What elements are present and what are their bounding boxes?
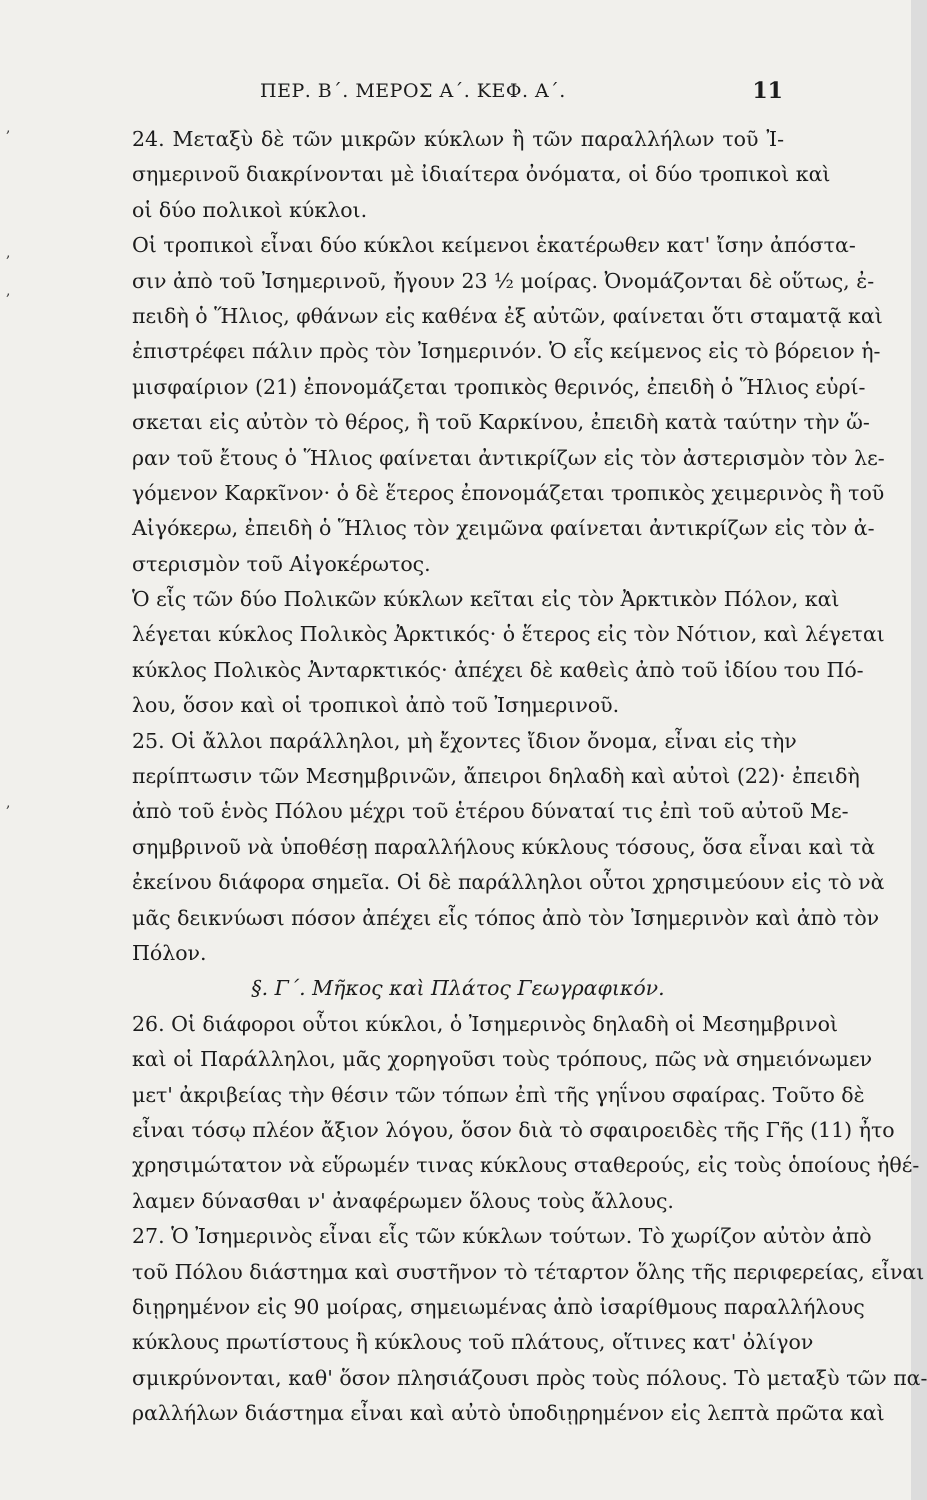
text-line: σημβρινοῦ νὰ ὑποθέσῃ παραλλήλους κύκλους τόσους, ὅσα εἶναι καὶ τὰ: [132, 834, 875, 859]
section-heading: §. Γ΄. Μῆκος καὶ Πλάτος Γεωγραφικόν.: [251, 976, 665, 1001]
text-line: 24. Μεταξὺ δὲ τῶν μικρῶν κύκλων ἢ τῶν παραλλήλων τοῦ Ἰ-: [132, 127, 784, 151]
margin-mark: ,: [6, 283, 11, 299]
text-line: περίπτωσιν τῶν Μεσημβρινῶν, ἄπειροι δηλαδὴ καὶ αὐτοὶ (22)· ἐπειδὴ: [132, 764, 860, 789]
text-line: Ὁ εἷς τῶν δύο Πολικῶν κύκλων κεῖται εἰς τὸν Ἀρκτικὸν Πόλον, καὶ: [132, 587, 840, 612]
page-number: 11: [752, 78, 783, 104]
text-line: λαμεν δύνασθαι ν' ἀναφέρωμεν ὅλους τοὺς ἄλλους.: [132, 1188, 674, 1213]
text-line: κύκλους πρωτίστους ἢ κύκλους τοῦ πλάτους, οἵτινες κατ' ὀλίγον: [132, 1330, 814, 1355]
text-line: σημερινοῦ διακρίνονται μὲ ἰδιαίτερα ὀνόματα, οἱ δύο τροπικοὶ καὶ: [132, 162, 831, 187]
text-line: μισφαίριον (21) ἐπονομάζεται τροπικὸς θερινός, ἐπειδὴ ὁ Ἥλιος εὑρί-: [132, 374, 866, 399]
text-line: διῃρημένον εἰς 90 μοίρας, σημειωμένας ἀπὸ ἰσαρίθμους παραλλήλους: [132, 1294, 865, 1319]
text-line: ραν τοῦ ἔτους ὁ Ἥλιος φαίνεται ἀντικρίζων εἰς τὸν ἀστερισμὸν τὸν λε-: [132, 445, 885, 470]
text-line: σκεται εἰς αὐτὸν τὸ θέρος, ἢ τοῦ Καρκίνου, ἐπειδὴ κατὰ ταύτην τὴν ὥ-: [132, 410, 870, 435]
page-header: [130, 80, 783, 110]
text-line: πειδὴ ὁ Ἥλιος, φθάνων εἰς καθένα ἐξ αὐτῶν, φαίνεται ὅτι σταματᾷ καὶ: [132, 303, 883, 328]
text-line: μᾶς δεικνύωσι πόσον ἀπέχει εἷς τόπος ἀπὸ τὸν Ἰσημερινὸν καὶ ἀπὸ τὸν: [132, 905, 880, 930]
text-line: ἐκείνου διάφορα σημεῖα. Οἱ δὲ παράλληλοι οὗτοι χρησιμεύουν εἰς τὸ νὰ: [132, 870, 885, 895]
text-line: γόμενον Καρκῖνον· ὁ δὲ ἕτερος ἐπονομάζεται τροπικὸς χειμερινὸς ἢ τοῦ: [132, 480, 885, 505]
text-line: χρησιμώτατον νὰ εὕρωμέν τινας κύκλους σταθερούς, εἰς τοὺς ὁποίους ἠθέ-: [132, 1153, 920, 1178]
text-line: λέγεται κύκλος Πολικὸς Ἀρκτικός· ὁ ἕτερος εἰς τὸν Νότιον, καὶ λέγεται: [132, 622, 885, 647]
text-line: 26. Οἱ διάφοροι οὗτοι κύκλοι, ὁ Ἰσημερινὸς δηλαδὴ οἱ Μεσημβρινοὶ: [132, 1011, 839, 1036]
margin-mark: ,: [6, 795, 11, 811]
text-line: σιν ἀπὸ τοῦ Ἰσημερινοῦ, ἤγουν 23 ½ μοίρας. Ὀνομάζονται δὲ οὕτως, ἐ-: [132, 268, 875, 293]
text-line: εἶναι τόσῳ πλέον ἄξιον λόγου, ὅσον διὰ τὸ σφαιροειδὲς τῆς Γῆς (11) ἦτο: [132, 1117, 895, 1142]
text-line: Οἱ τροπικοὶ εἶναι δύο κύκλοι κείμενοι ἑκατέρωθεν κατ' ἴσην ἀπόστα-: [132, 233, 856, 258]
text-line: Πόλον.: [132, 940, 207, 965]
running-head: ΠΕΡ. Β΄. ΜΕΡΟΣ Α΄. ΚΕΦ. Α΄.: [260, 80, 566, 102]
body-text: [132, 122, 927, 1431]
text-line: τοῦ Πόλου διάστημα καὶ συστῆνον τὸ τέταρτον ὅλης τῆς περιφερείας, εἶναι: [132, 1259, 925, 1284]
text-line: ἀπὸ τοῦ ἑνὸς Πόλου μέχρι τοῦ ἑτέρου δύναταί τις ἐπὶ τοῦ αὐτοῦ Με-: [132, 799, 849, 824]
text-line: 27. Ὁ Ἰσημερινὸς εἶναι εἷς τῶν κύκλων τούτων. Τὸ χωρίζον αὐτὸν ἀπὸ: [132, 1224, 872, 1249]
text-line: Αἰγόκερω, ἐπειδὴ ὁ Ἥλιος τὸν χειμῶνα φαίνεται ἀντικρίζων εἰς τὸν ἀ-: [132, 516, 875, 541]
text-line: στερισμὸν τοῦ Αἰγοκέρωτος.: [132, 551, 431, 576]
text-line: μετ' ἀκριβείας τὴν θέσιν τῶν τόπων ἐπὶ τῆς γηΐνου σφαίρας. Τοῦτο δὲ: [132, 1082, 865, 1107]
text-line: 25. Οἱ ἄλλοι παράλληλοι, μὴ ἔχοντες ἴδιον ὄνομα, εἶναι εἰς τὴν: [132, 728, 797, 753]
text-line: οἱ δύο πολικοὶ κύκλοι.: [132, 197, 368, 222]
text-line: καὶ οἱ Παράλληλοι, μᾶς χορηγοῦσι τοὺς τρόπους, πῶς νὰ σημειόνωμεν: [132, 1047, 873, 1072]
margin-mark: ,: [6, 245, 11, 261]
text-line: λου, ὅσον καὶ οἱ τροπικοὶ ἀπὸ τοῦ Ἰσημερινοῦ.: [132, 693, 620, 718]
margin-mark: ,: [6, 120, 11, 136]
text-line: ραλλήλων διάστημα εἶναι καὶ αὐτὸ ὑποδιῃρημένον εἰς λεπτὰ πρῶτα καὶ: [132, 1401, 885, 1426]
text-line: κύκλος Πολικὸς Ἀνταρκτικός· ἀπέχει δὲ καθεὶς ἀπὸ τοῦ ἰδίου του Πό-: [132, 657, 864, 682]
text-line: ἐπιστρέφει πάλιν πρὸς τὸν Ἰσημερινόν. Ὁ εἷς κείμενος εἰς τὸ βόρειον ἡ-: [132, 339, 881, 364]
text-line: σμικρύνονται, καθ' ὅσον πλησιάζουσι πρὸς τοὺς πόλους. Τὸ μεταξὺ τῶν πα-: [132, 1365, 927, 1390]
